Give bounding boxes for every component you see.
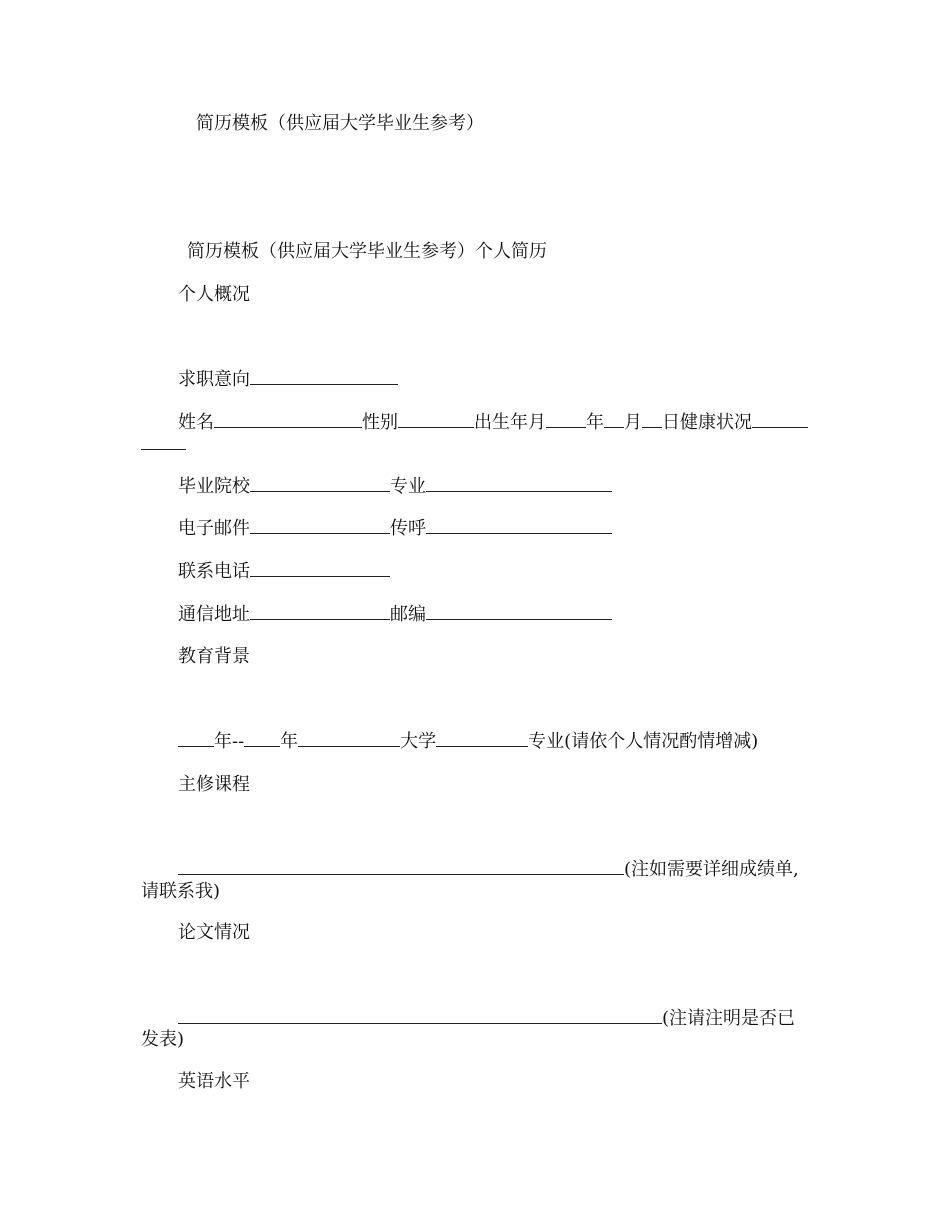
health-blank-continued[interactable]	[141, 434, 186, 450]
address-blank[interactable]	[250, 604, 390, 620]
edu-major-note: 专业(请依个人情况酌情增减)	[528, 731, 759, 752]
thesis-blank[interactable]	[178, 1008, 662, 1024]
email-blank[interactable]	[250, 518, 390, 534]
phone-blank[interactable]	[250, 561, 390, 577]
courses-note-cont: 请联系我)	[141, 881, 221, 902]
phone-row	[178, 561, 390, 583]
major-blank[interactable]	[426, 476, 612, 492]
postcode-blank[interactable]	[426, 604, 612, 620]
name-blank[interactable]	[214, 412, 362, 428]
job-intention-blank[interactable]	[250, 369, 398, 385]
name-label: 姓名	[178, 412, 214, 433]
school-label: 毕业院校	[178, 476, 250, 497]
birth-day-blank[interactable]	[642, 412, 662, 428]
edu-end-year-blank[interactable]	[244, 731, 280, 747]
courses-blank[interactable]	[178, 859, 624, 875]
edu-university-label: 大学	[400, 731, 437, 752]
edu-dash-label: 年--	[214, 731, 245, 752]
section-education: 教育背景	[178, 646, 250, 667]
gender-blank[interactable]	[398, 412, 474, 428]
job-intention-row	[178, 369, 398, 391]
edu-start-year-blank[interactable]	[178, 731, 214, 747]
birth-year-blank[interactable]	[546, 412, 586, 428]
section-thesis: 论文情况	[178, 922, 250, 943]
birth-label: 出生年月	[474, 412, 546, 433]
health-blank-wrap	[141, 434, 186, 456]
courses-note: (注如需要详细成绩单,	[624, 859, 799, 880]
email-label: 电子邮件	[178, 518, 250, 539]
year-label: 年	[586, 412, 604, 433]
school-blank[interactable]	[250, 476, 390, 492]
health-blank[interactable]	[752, 412, 808, 428]
month-label: 月	[624, 412, 642, 433]
edu-major-blank[interactable]	[436, 731, 528, 747]
job-intention-label: 求职意向	[178, 369, 250, 390]
thesis-note: (注请注明是否已	[662, 1008, 796, 1029]
address-row	[178, 604, 612, 626]
thesis-note-cont: 发表)	[141, 1029, 185, 1050]
major-label: 专业	[390, 476, 426, 497]
birth-month-blank[interactable]	[604, 412, 624, 428]
section-courses: 主修课程	[178, 774, 250, 795]
edu-university-blank[interactable]	[298, 731, 400, 747]
education-row	[178, 731, 758, 753]
resume-heading: 简历模板（供应届大学毕业生参考）个人简历	[187, 241, 547, 262]
pager-label: 传呼	[390, 518, 426, 539]
thesis-row	[178, 1008, 795, 1030]
name-row	[178, 412, 808, 434]
section-english: 英语水平	[178, 1071, 250, 1092]
school-row	[178, 476, 612, 498]
courses-row	[178, 859, 799, 881]
gender-label: 性别	[362, 412, 398, 433]
address-label: 通信地址	[178, 604, 250, 625]
edu-year-label: 年	[280, 731, 299, 752]
day-health-label: 日健康状况	[662, 412, 752, 433]
document-title: 简历模板（供应届大学毕业生参考）	[196, 113, 484, 134]
postcode-label: 邮编	[390, 604, 426, 625]
section-overview: 个人概况	[178, 284, 250, 305]
email-row	[178, 518, 612, 540]
pager-blank[interactable]	[426, 518, 612, 534]
phone-label: 联系电话	[178, 561, 250, 582]
